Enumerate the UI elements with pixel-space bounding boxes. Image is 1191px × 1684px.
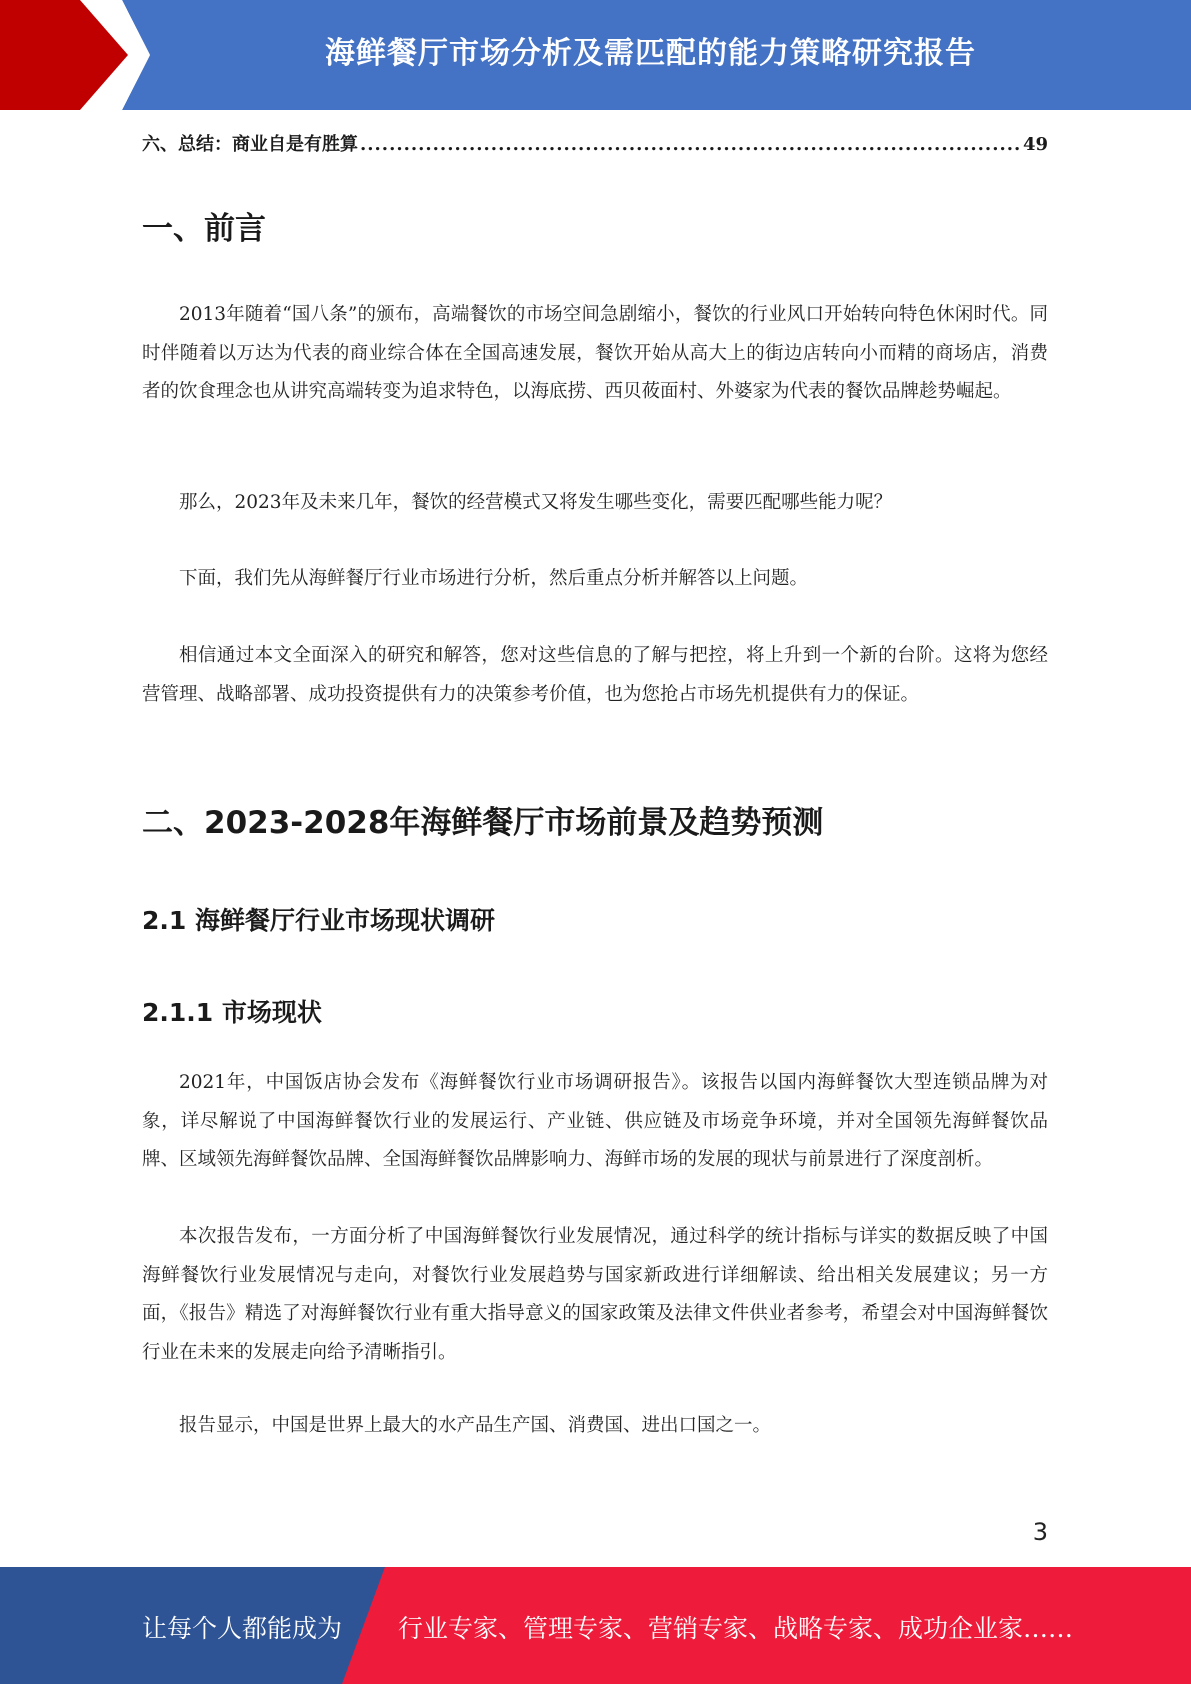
- heading-market-survey: 2.1 海鲜餐厅行业市场现状调研: [142, 906, 495, 935]
- paragraph: 报告显示，中国是世界上最大的水产品生产国、消费国、进出口国之一。: [179, 1415, 772, 1436]
- paragraph: 2013年随着“国八条”的颁布，高端餐饮的市场空间急剧缩小，餐饮的行业风口开始转向特色休闲时代。同时伴随着以万达为代表的商业综合体在全国高速发展，餐饮开始从高大上的街边店转向小而精的商场店，消费者的饮食理念也从讲究高端转变为追求特色，以海底捞、西贝莜面村、外婆家为代表的餐饮品牌趁势崛起。: [142, 304, 1048, 402]
- heading-market-status: 2.1.1 市场现状: [142, 998, 322, 1027]
- footer-banner: [0, 1567, 1191, 1684]
- toc-entry-page: 49: [1022, 134, 1048, 155]
- toc-leader-dots: [360, 134, 1021, 155]
- heading-preface: 一、前言: [142, 211, 266, 247]
- heading-market-forecast: 二、2023-2028年海鲜餐厅市场前景及趋势预测: [142, 805, 824, 841]
- document-title: 海鲜餐厅市场分析及需匹配的能力策略研究报告: [325, 36, 976, 71]
- page-number: 3: [1032, 1518, 1048, 1546]
- footer-slogan-right: 行业专家、管理专家、营销专家、战略专家、成功企业家……: [398, 1614, 1074, 1643]
- toc-entry[interactable]: [142, 130, 1048, 156]
- paragraph: 本次报告发布，一方面分析了中国海鲜餐饮行业发展情况，通过科学的统计指标与详实的数据反映了中国海鲜餐饮行业发展情况与走向，对餐饮行业发展趋势与国家新政进行详细解读、给出相关发展建议；另一方面，《报告》精选了对海鲜餐饮行业有重大指导意义的国家政策及法律文件供业者参考，希望会对中国海鲜餐饮行业在未来的发展走向给予清晰指引。: [142, 1226, 1048, 1363]
- paragraph: 2021年，中国饭店协会发布《海鲜餐饮行业市场调研报告》。该报告以国内海鲜餐饮大型连锁品牌为对象，详尽解说了中国海鲜餐饮行业的发展运行、产业链、供应链及市场竞争环境，并对全国领先海鲜餐饮品牌、区域领先海鲜餐饮品牌、全国海鲜餐饮品牌影响力、海鲜市场的发展的现状与前景进行了深度剖析。: [142, 1072, 1048, 1170]
- toc-entry-label: 六、总结：商业自是有胜算: [142, 134, 358, 155]
- paragraph: 下面，我们先从海鲜餐厅行业市场进行分析，然后重点分析并解答以上问题。: [179, 568, 809, 589]
- header-banner: [0, 0, 1191, 110]
- footer-slogan-left: 让每个人都能成为: [142, 1614, 343, 1643]
- paragraph: 相信通过本文全面深入的研究和解答，您对这些信息的了解与把控，将上升到一个新的台阶。这将为您经营管理、战略部署、成功投资提供有力的决策参考价值，也为您抢占市场先机提供有力的保证。: [142, 645, 1048, 705]
- paragraph: 那么，2023年及未来几年，餐饮的经营模式又将发生哪些变化，需要匹配哪些能力呢？: [179, 492, 893, 513]
